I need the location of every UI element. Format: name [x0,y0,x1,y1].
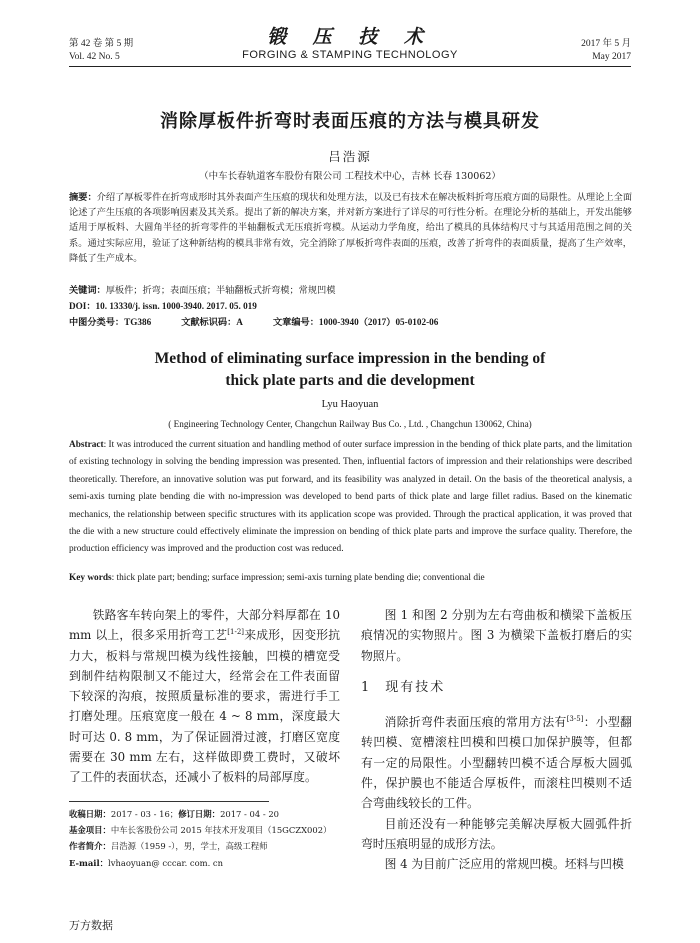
body-paragraph: 目前还没有一种能够完美解决厚板大圆弧件折弯时压痕明显的成形方法。 [361,816,632,851]
section-title: 现有技术 [385,679,446,695]
doi-text: 10. 13330/j. issn. 1000-3940. 2017. 05. 019 [95,301,257,311]
body-paragraph [69,605,340,788]
citation-ref: [1-2] [227,628,245,637]
volume-cn: 第 42 卷 第 5 期 [69,39,134,49]
body-text: 铁路客车转向架上的零件，大部分料厚都在 10 mm 以上，很多采用折弯工艺 [69,608,340,643]
received-date: 2017 - 03 - 16； [110,809,179,819]
body-column-right [361,605,632,875]
keywords-en-text: : thick plate part; bending; surface impression; semi-axis turning plate bending die; conventional die [111,573,485,583]
paper-title-cn: 消除厚板件折弯时表面压痕的方法与模具研发 [160,111,540,132]
footnote-bio [69,838,344,854]
affiliation-cn: （中车长春轨道客车股份有限公司 工程技术中心，吉林 长春 130062） [199,171,501,182]
date-en: May 2017 [592,52,631,62]
clc-number: 中图分类号：TG386 [69,317,152,327]
abstract-en-text: : It was introduced the current situation and handling method of outer surface impression in the bending of thick plate parts, and the limitation of existing technology in solving the bending impression was presented. Then, influential factors of impression and their relationships were described theoretically. Therefore, an innovative solution was put forward, and its feasibility was analyzed in detail. On the basis of the theoretical analysis, a semi-axis turning plate bending die with no-impression was developed to bend parts of thick plate and large fillet radius. Based on the kinematic mechanics, the relationship between specific structures with its application scope was provided. Through the practical application, it was proved that the die with a new structure could effectively eliminate the impression on bending of thick plate parts and improve the surface quality. Therefore, the production efficiency was improved and the production cost was reduced. [69,440,632,555]
keywords-en [69,571,632,586]
header-divider [69,66,631,67]
doi-label: DOI： [69,301,96,311]
body-column-left [69,605,340,788]
body-text: ：小型翻转凹模、宽槽滚柱凹模和凹模口加保护膜等，但都有一定的局限性。小型翻转凹模不适合厚板大圆弧件，保护膜也不能适合厚板件，而滚柱凹模则不适合弯曲线较长的工件。 [361,715,632,811]
keywords-cn-label: 关键词： [69,285,106,296]
journal-title-en: FORGING & STAMPING TECHNOLOGY [242,49,458,61]
watermark: 万方数据 [69,919,113,932]
abstract-cn-text: 介绍了厚板零件在折弯成形时其外表面产生压痕的现状和处理方法，以及已有技术在解决板料折弯压痕方面的局限性。从理论上全面论述了产生压痕的各项影响因素及其关系。提出了新的解决方案，并对新方案进行了详尽的可行性分析。在理论分析的基础上，开发出能够适用于厚板料、大圆角半径的折弯零件的半轴翻板式无压痕折弯模。从运动力学角度，给出了模具的具体结构尺寸与其适用范围之间的关系。通过实际应用，验证了这种新结构的模具非常有效，完全消除了厚板折弯件表面的压痕，改善了折弯件的表面质量，提高了生产效率，降低了生产成本。 [69,192,633,264]
footnote-dates [69,806,344,822]
footnotes [69,806,344,871]
body-text: 消除折弯件表面压痕的常用方法有 [384,715,567,730]
keywords-en-label: Key words [69,573,112,583]
paper-title-en-text: Method of eliminating surface impression in the bending of thick plate parts and die development [154,350,546,389]
email-label: E-mail： [69,857,109,868]
classification-line [69,315,632,330]
footnote-email [69,855,344,871]
bio-label: 作者简介： [69,841,111,852]
revised-label: 修订日期： [178,809,221,819]
date-cn: 2017 年 5 月 [581,39,631,49]
body-text: 来成形，因变形抗力大，板料与常规凹模为线性接触，凹模的槽宽受到制件结构限制又不能过大，经常会在工件表面留下较深的沟痕，按照质量标准的要求，需进行手工打磨处理。压痕宽度一般在 4 ~ 8 mm，深度最大时可达 0. 8 mm，为了保证圆滑过渡，打磨区宽度需要在 30 mm 左右，这样做即费工费时，又破坏了工件的表面状态，还减小了板料的局部厚度。 [69,628,340,785]
abstract-cn [69,190,632,266]
author-en: Lyu Haoyuan [321,399,379,410]
article-number: 文章编号：1000-3940（2017）05-0102-06 [272,317,439,327]
fund-label: 基金项目： [69,825,111,836]
document-code: 文献标识码：A [181,317,243,327]
paper-title-en [0,348,700,392]
footnote-fund [69,822,344,838]
section-number: 1 [361,679,372,695]
citation-ref: [3-5] [566,715,584,724]
keywords-cn [69,283,632,298]
keywords-cn-text: 厚板件；折弯；表面压痕；半轴翻板式折弯模；常规凹模 [105,285,336,296]
author-cn: 吕浩源 [328,149,372,164]
header-date [581,38,631,64]
bio-text: 吕浩源（1959 -），男，学士，高级工程师 [110,841,268,852]
body-paragraph [361,712,632,813]
abstract-cn-label: 摘要： [69,192,97,203]
fund-text: 中车长客股份公司 2015 年技术开发项目（15GCZX002） [110,825,332,836]
revised-date: 2017 - 04 - 20 [220,809,279,819]
email-text: lvhaoyuan@ cccar. com. cn [108,857,223,868]
body-paragraph: 图 1 和图 2 分别为左右弯曲板和横梁下盖板压痕情况的实物照片。图 3 为横梁下盖板打磨后的实物照片。 [361,608,632,663]
received-label: 收稿日期： [69,809,111,819]
volume-en: Vol. 42 No. 5 [69,52,120,62]
doi [69,299,632,314]
abstract-en-label: Abstract [69,440,104,450]
abstract-en [69,437,632,559]
affiliation-en: ( Engineering Technology Center, Changchun Railway Bus Co. , Ltd. , Changchun 130062, China) [168,419,532,429]
section-heading [361,678,632,698]
body-paragraph: 图 4 为目前广泛应用的常规凹模。坯料与凹模 [384,857,624,872]
footnote-divider [69,801,269,802]
journal-title-cn: 锻 压 技 术 [267,26,433,48]
